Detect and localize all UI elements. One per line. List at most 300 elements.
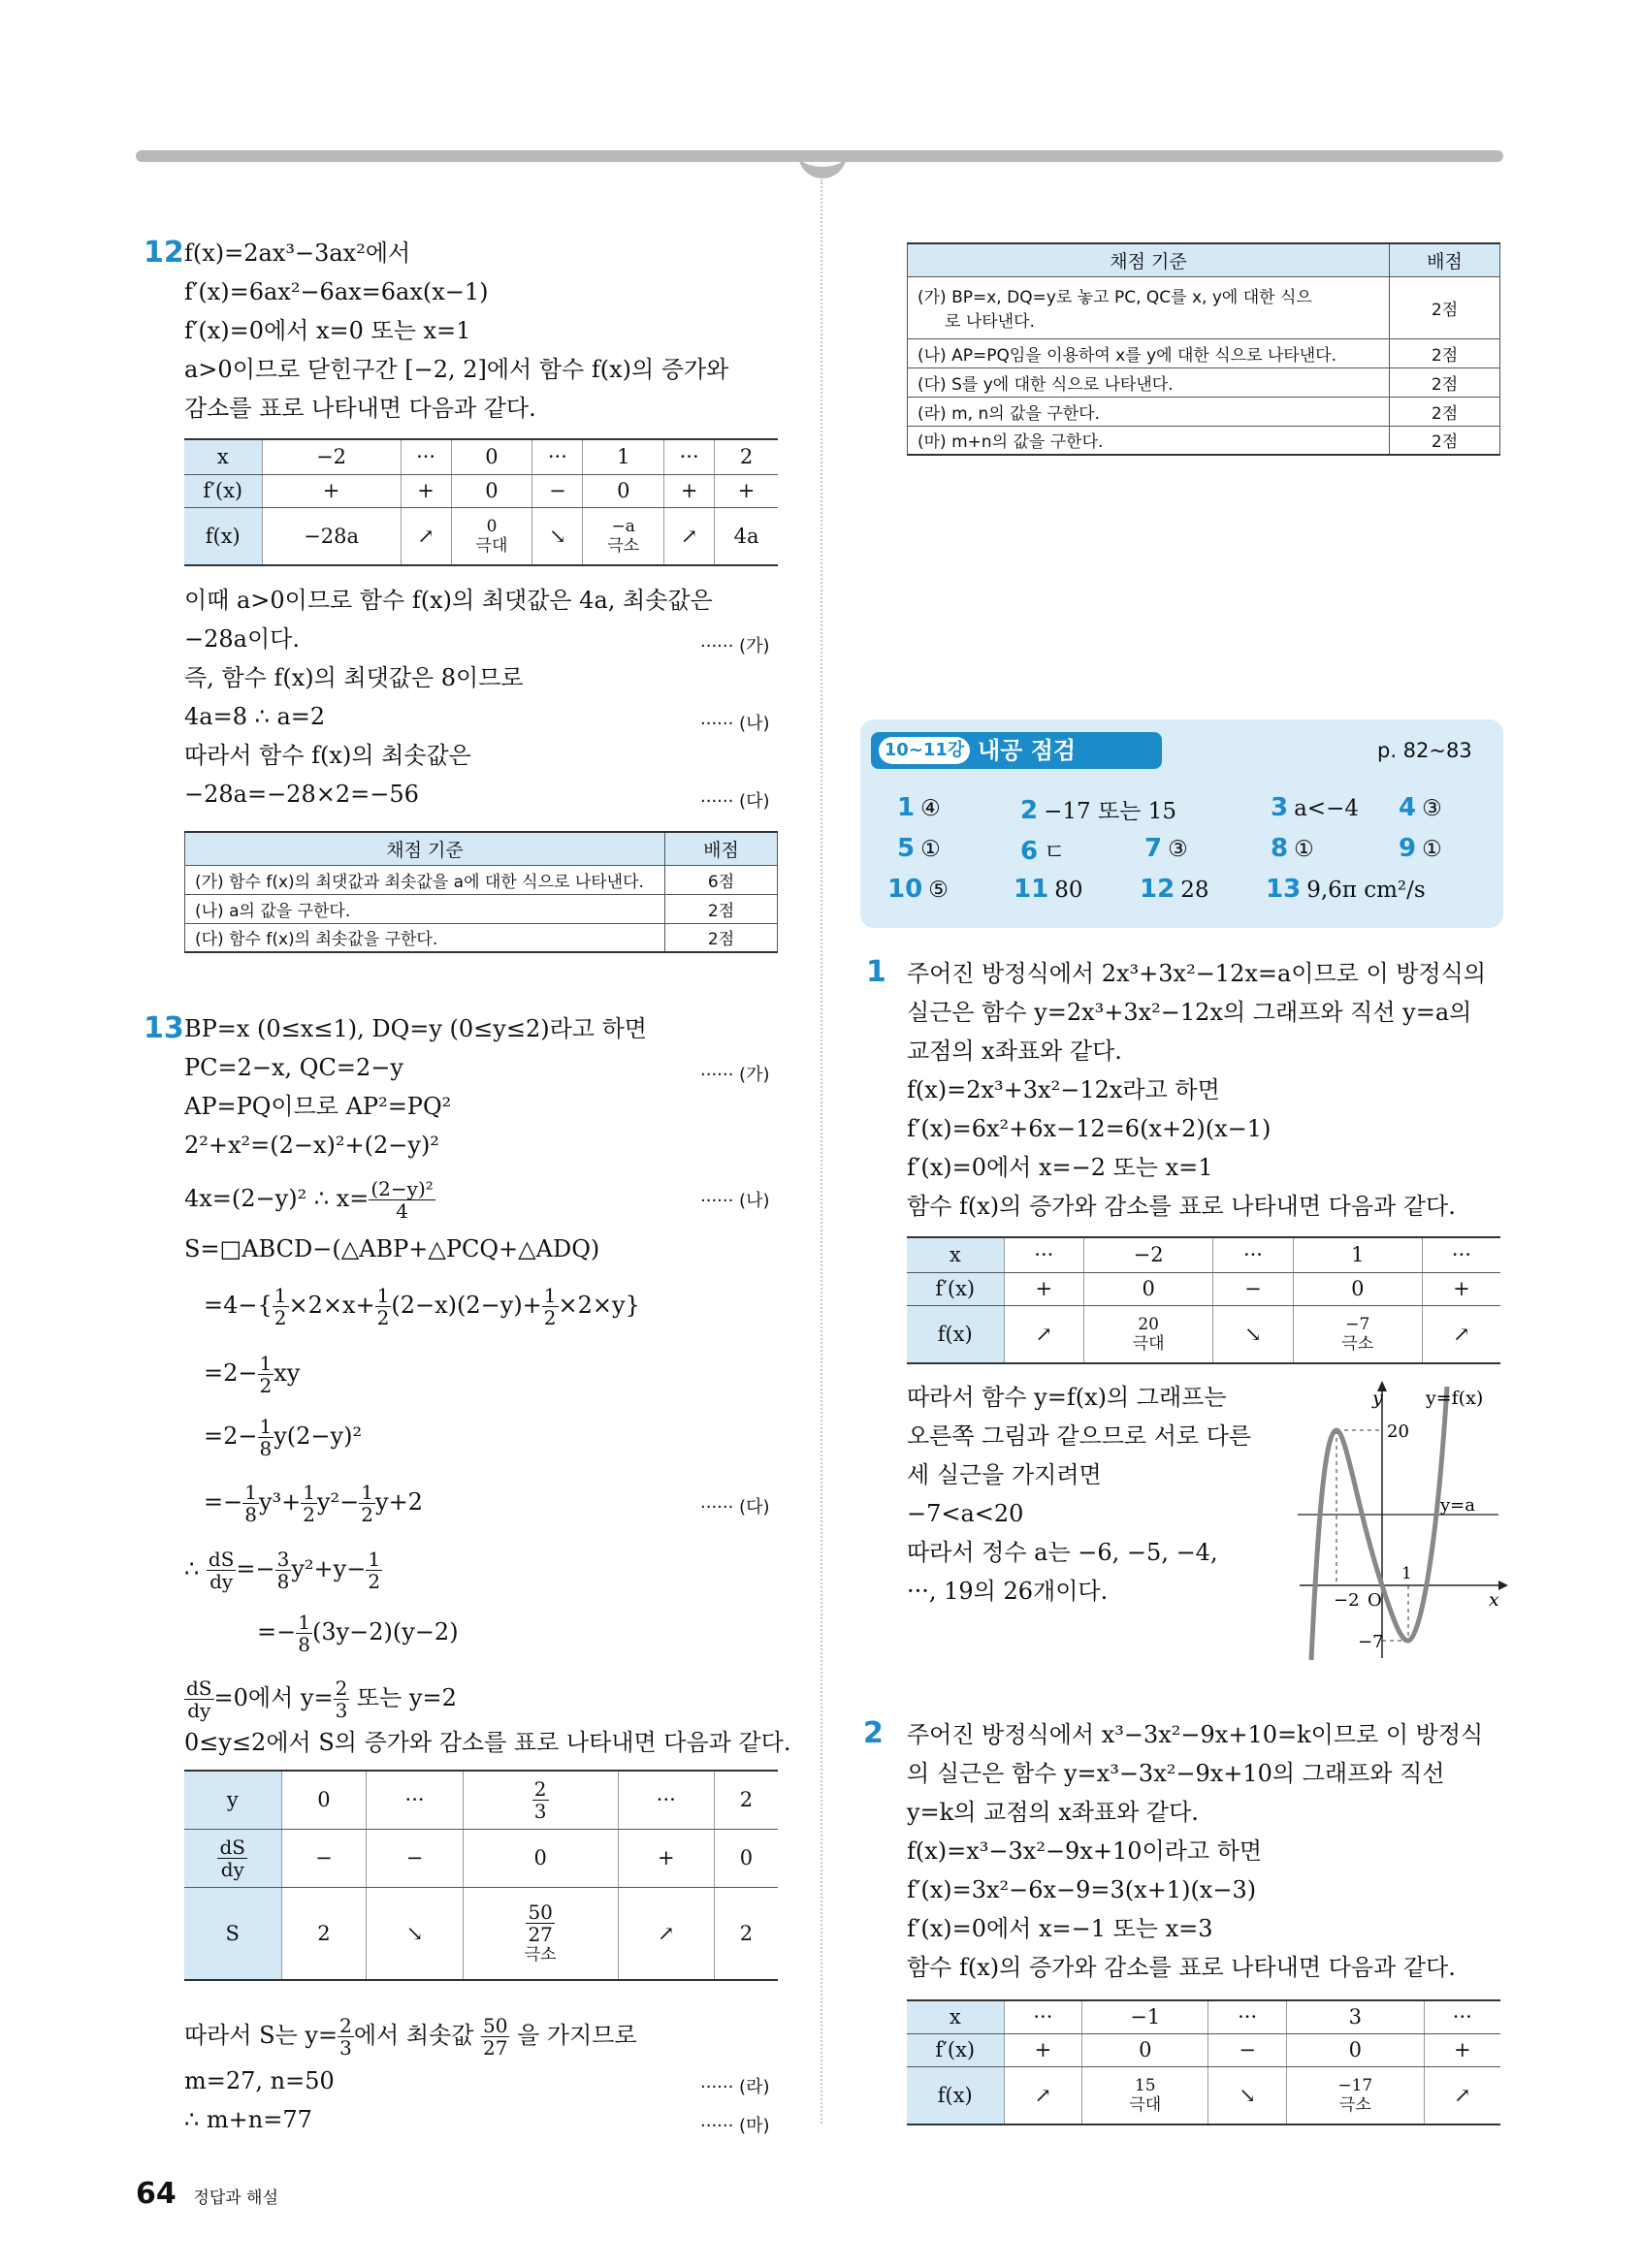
cell: ↘ [1213,1305,1294,1363]
answer-value: −17 또는 15 [1044,799,1176,824]
text: =4−{ [204,1292,273,1319]
den: 2 [303,1503,315,1526]
num: 1 [274,1284,287,1307]
den: 2 [543,1306,557,1329]
answer-item [887,875,949,904]
fraction [242,1482,259,1525]
q13-line [257,1612,459,1655]
num: 50 [483,2014,508,2037]
den: 4 [396,1199,408,1223]
tag-ga: ······ (가) [700,1065,770,1085]
den: 2 [361,1503,374,1526]
footer-label: 정답과 해설 [193,2188,278,2208]
p1-line: f′(x)=6x²+6x−12=6(x+2)(x−1) [907,1115,1272,1142]
fraction [207,1549,237,1592]
q13-after [184,2015,637,2059]
curve [1311,1387,1447,1660]
den: 27 [483,2036,508,2060]
answer-value: 80 [1054,878,1083,903]
answer-item [897,793,941,822]
answer-item [1271,793,1359,822]
cell: ↗ [1004,2066,1082,2124]
answer-value: ④ [920,796,941,821]
max-label: 극대 [475,535,508,556]
fraction [542,1285,559,1328]
text: y²+y− [291,1555,367,1582]
cell: + [1004,1272,1084,1305]
answer-number: 10 [887,875,923,904]
cell: + [1422,1272,1500,1305]
q12-line: f(x)=2ax³−3ax²에서 [184,240,411,267]
cell: −2 [1084,1237,1213,1272]
cell: 0 [714,1829,778,1887]
q12-number: 12 [144,236,184,270]
cell: −28a [262,507,401,565]
cell: 0 [1084,1272,1213,1305]
p2-number: 2 [863,1716,884,1750]
cell [583,507,664,565]
max-label: 20 [1387,1421,1409,1442]
fraction [338,2015,354,2059]
den: dy [187,1699,211,1722]
cell: ··· [1424,2000,1500,2033]
value: −17 [1337,2075,1373,2095]
cell: x [907,1237,1004,1272]
grading-header: 채점 기준 [908,243,1390,276]
num: 1 [543,1284,557,1307]
fraction [258,1416,274,1459]
value: 0 [486,516,498,536]
text: 4x=(2−y)² ∴ x= [184,1185,370,1212]
q13-grading-table [907,242,1500,456]
fraction [301,1482,317,1525]
num: 1 [361,1481,374,1504]
fraction [375,1285,392,1328]
text: ∴ [184,1555,207,1582]
value: −a [611,516,635,536]
fraction [217,1837,247,1880]
cell: ··· [367,1771,463,1829]
q13-number: 13 [144,1011,184,1045]
cell: ··· [1208,2000,1287,2033]
answer-number: 11 [1014,875,1049,904]
fraction [369,1178,435,1222]
answer-number: 3 [1271,793,1289,822]
answer-value: a<−4 [1294,796,1359,821]
cell: f(x) [907,2066,1004,2124]
q13-line [204,1482,423,1525]
q13-line [204,1416,362,1459]
answer-check-header: 내공 점검 [871,732,1162,769]
cell [1287,2066,1425,2124]
lesson-range-pill: 10~11강 [879,737,970,764]
text: 또는 y=2 [349,1684,457,1711]
num: 2 [335,1677,348,1700]
q13-line [204,1353,300,1396]
q12-after: 따라서 함수 f(x)의 최솟값은 [184,742,471,769]
line-label: y=a [1440,1495,1475,1516]
cell: 0 [583,474,664,507]
answer-item [1144,834,1188,863]
grading-header: 배점 [665,832,778,865]
answer-item [1271,834,1314,863]
q12-after: −28a=−28×2=−56 [184,781,419,808]
text: =− [204,1488,243,1516]
top-divider-notch [798,145,847,178]
cell [451,507,532,565]
q12-after: 4a=8 ∴ a=2 [184,703,326,730]
cell: − [281,1829,367,1887]
neg2-label: −2 [1334,1590,1360,1611]
num: dS [219,1835,245,1859]
p2-line: y=k의 교점의 x좌표와 같다. [907,1799,1199,1826]
den: 2 [376,1306,390,1329]
grading-score: 2점 [665,894,778,923]
cell: − [532,474,583,507]
text: xy [274,1359,301,1387]
num: (2−y)² [370,1177,434,1200]
text: 을 가지므로 [509,2022,637,2049]
cell: ··· [1213,1237,1294,1272]
cell: 2 [714,1771,778,1829]
cell: 3 [1287,2000,1425,2033]
grading-score: 2점 [1390,338,1500,367]
den: 8 [244,1503,257,1526]
den: 3 [533,1799,547,1823]
den: 2 [368,1570,381,1593]
num: 1 [376,1284,390,1307]
text: (가) BP=x, DQ=y로 놓고 PC, QC를 x, y에 대한 식으 [918,288,1312,307]
max-label: 극대 [1132,1333,1165,1354]
tag-ga: ······ (가) [700,636,770,656]
grading-criterion: (다) 함수 f(x)의 최솟값을 구한다. [185,923,665,952]
cell: + [618,1829,714,1887]
cell: ··· [1004,1237,1084,1272]
q13-line [184,1549,382,1592]
fraction [526,1901,554,1945]
y-label: y [1372,1388,1383,1409]
p1-after: 오른쪽 그림과 같으므로 서로 다른 [907,1422,1252,1450]
min-label: 극소 [1338,2094,1371,2115]
fraction [184,1677,214,1721]
q12-line: f′(x)=0에서 x=0 또는 x=1 [184,317,471,344]
value: 15 [1134,2075,1156,2095]
q12-grading-table [184,831,778,953]
text: ×2×x+ [288,1292,375,1319]
answer-number: 5 [897,834,916,863]
num: 1 [368,1548,381,1571]
den: dy [220,1857,244,1881]
fraction [334,1677,350,1721]
one-label: 1 [1401,1564,1412,1583]
answer-item [1014,875,1082,904]
tag-na: ······ (나) [700,1191,770,1211]
cell: + [262,474,401,507]
grading-criterion: (라) m, n의 값을 구한다. [908,397,1390,426]
q13-variation-table [184,1770,778,1981]
den: 3 [339,2036,352,2060]
answer-item [1266,875,1426,904]
cell [1084,1305,1213,1363]
p1-line: 함수 f(x)의 증가와 감소를 표로 나타내면 다음과 같다. [907,1193,1456,1220]
cell: x [907,2000,1004,2033]
min-label: −7 [1358,1632,1384,1652]
cell: f(x) [184,507,262,565]
grading-score: 2점 [1390,397,1500,426]
cell: f′(x) [907,1272,1004,1305]
q13-line [204,1285,640,1328]
cell: ↗ [401,507,451,565]
min-label: 극소 [1341,1333,1374,1354]
min-label: 극소 [524,1945,557,1965]
answer-number: 13 [1266,875,1302,904]
answer-number: 1 [897,793,916,822]
grading-score: 2점 [665,923,778,952]
q12-line: 감소를 표로 나타내면 다음과 같다. [184,395,536,422]
num: dS [208,1548,235,1571]
q13-line: BP=x (0≤x≤1), DQ=y (0≤y≤2)라고 하면 [184,1015,647,1042]
answer-number: 6 [1020,837,1039,866]
curve-label: y=f(x) [1426,1388,1484,1409]
grading-criterion: (가) 함수 f(x)의 최댓값과 최솟값을 a에 대한 식으로 나타낸다. [185,865,665,894]
num: 1 [303,1481,315,1504]
cell [463,1771,618,1829]
p1-after: 따라서 함수 y=f(x)의 그래프는 [907,1384,1227,1411]
fraction [275,1549,292,1592]
text: 에서 최솟값 [353,2022,482,2049]
cell [1082,2066,1208,2124]
p2-line: f′(x)=3x²−6x−9=3(x+1)(x−3) [907,1876,1257,1903]
cell: 0 [451,439,532,474]
den: dy [209,1570,234,1593]
answer-value: ① [1294,837,1314,862]
text: y(2−y)² [274,1422,363,1450]
grading-score: 6점 [665,865,778,894]
text: 로 나타낸다. [945,312,1035,332]
q13-line: S=□ABCD−(△ABP+△PCQ+△ADQ) [184,1235,600,1262]
cell: y [184,1771,281,1829]
p2-variation-table [907,1999,1500,2125]
answer-value: ③ [1168,837,1188,862]
den: 2 [274,1306,287,1329]
grading-score: 2점 [1390,276,1500,338]
cell: 0 [463,1829,618,1887]
cell: + [715,474,778,507]
num: dS [186,1677,212,1700]
x-axis-arrow [1498,1581,1508,1590]
cell: ↗ [1004,1305,1084,1363]
fraction [532,1778,549,1822]
cell: x [184,439,262,474]
page-range: p. 82~83 [1377,739,1472,762]
text: =− [236,1555,275,1582]
cell: 0 [451,474,532,507]
cell: ↘ [1208,2066,1287,2124]
q13-line: 2²+x²=(2−x)²+(2−y)² [184,1132,439,1159]
q12-line: a>0이므로 닫힌구간 [−2, 2]에서 함수 f(x)의 증가와 [184,356,729,383]
den: 8 [259,1437,273,1460]
text: =0에서 y= [213,1684,334,1711]
text: y³+ [258,1488,302,1516]
den: 8 [298,1633,310,1656]
cell [463,1887,618,1980]
den: 27 [528,1923,553,1947]
cell: ··· [1004,2000,1082,2033]
value: −7 [1345,1314,1370,1334]
answer-number: 8 [1271,834,1289,863]
grading-score: 2점 [1390,426,1500,455]
grading-header: 배점 [1390,243,1500,276]
answer-item [897,834,941,863]
p1-number: 1 [866,955,886,989]
den: 8 [276,1570,290,1593]
tag-ma: ······ (마) [700,2116,770,2136]
p1-line: 교점의 x좌표와 같다. [907,1038,1122,1065]
p1-line: 주어진 방정식에서 2x³+3x²−12x=a이므로 이 방정식의 [907,960,1487,987]
cell: + [664,474,715,507]
tag-da: ······ (다) [700,1497,770,1517]
text: =− [257,1618,297,1645]
cell: 4a [715,507,778,565]
den: 2 [259,1374,273,1397]
answer-item [1020,793,1176,825]
cell: 0 [281,1771,367,1829]
q13-after: ∴ m+n=77 [184,2106,312,2133]
p2-line: f(x)=x³−3x²−9x+10이라고 하면 [907,1837,1263,1865]
answer-number: 4 [1399,793,1417,822]
grading-criterion: (나) a의 값을 구한다. [185,894,665,923]
answer-item [1399,793,1442,822]
p1-line: 실근은 함수 y=2x³+3x²−12x의 그래프와 직선 y=a의 [907,999,1472,1026]
text: y+2 [375,1488,423,1516]
tag-na: ······ (나) [700,714,770,734]
cell: f(x) [907,1305,1004,1363]
num: 2 [533,1776,547,1801]
tag-da: ······ (다) [700,791,770,812]
q12-after: 이때 a>0이므로 함수 f(x)의 최댓값은 4a, 최솟값은 [184,587,713,614]
cell: 2 [281,1887,367,1980]
grading-criterion: (다) S를 y에 대한 식으로 나타낸다. [908,367,1390,397]
num: 1 [244,1481,257,1504]
answer-value: ③ [1422,796,1442,821]
cell: f′(x) [184,474,262,507]
cell: + [1424,2033,1500,2066]
answer-number: 7 [1144,834,1163,863]
cell: 1 [583,439,664,474]
text: =2− [204,1422,258,1450]
text: ×2×y} [558,1292,640,1319]
cell: ··· [664,439,715,474]
fraction [296,1612,312,1655]
value: 20 [1138,1314,1159,1334]
fraction [258,1353,274,1396]
fraction [366,1549,382,1592]
cell: + [1004,2033,1082,2066]
cell: − [367,1829,463,1887]
cell: ··· [618,1771,714,1829]
q13-after: m=27, n=50 [184,2067,335,2094]
cell: −2 [262,439,401,474]
p2-line: 주어진 방정식에서 x³−3x²−9x+10=k이므로 이 방정식 [907,1721,1484,1748]
num: 1 [259,1352,273,1375]
num: 2 [339,2014,352,2037]
x-label: x [1489,1589,1499,1611]
p1-line: f′(x)=0에서 x=−2 또는 x=1 [907,1154,1213,1181]
num: 3 [276,1548,290,1571]
min-label: 극소 [607,535,640,556]
q13-line [184,1677,457,1721]
answer-value: ① [1422,837,1442,862]
num: 1 [259,1415,273,1438]
cell [1293,1305,1422,1363]
answer-item [1020,834,1065,866]
cell: 1 [1293,1237,1422,1272]
q12-variation-table [184,438,778,566]
p2-line: 의 실근은 함수 y=x³−3x²−9x+10의 그래프와 직선 [907,1760,1445,1787]
fraction [273,1285,289,1328]
cell: − [1208,2033,1287,2066]
fraction [359,1482,375,1525]
cell: 2 [715,439,778,474]
q12-line: f′(x)=6ax²−6ax=6ax(x−1) [184,278,489,305]
answer-value: ㄷ [1044,840,1066,865]
den: 3 [335,1699,348,1722]
cell: ↗ [1424,2066,1500,2124]
cell: − [1213,1272,1294,1305]
p1-after: −7<a<20 [907,1500,1024,1527]
cell: −1 [1082,2000,1208,2033]
p2-line: f′(x)=0에서 x=−1 또는 x=3 [907,1915,1213,1942]
origin-label: O [1368,1590,1382,1611]
p1-variation-table [907,1236,1500,1364]
grading-criterion [908,276,1390,338]
p1-after: 따라서 정수 a는 −6, −5, −4, [907,1539,1218,1566]
cell: 0 [1082,2033,1208,2066]
num: 50 [528,1901,553,1925]
column-divider [821,179,822,2124]
q12-after: −28a이다. [184,625,300,653]
answer-value: ⑤ [928,878,949,903]
answer-item [1140,875,1208,904]
cell: ··· [401,439,451,474]
q13-line: PC=2−x, QC=2−y [184,1054,403,1081]
page-footer [136,2177,278,2211]
answer-number: 2 [1020,796,1039,825]
text: 따라서 S는 y= [184,2022,338,2049]
p1-line: f(x)=2x³+3x²−12x라고 하면 [907,1076,1220,1103]
max-label: 극대 [1129,2094,1162,2115]
cell: ↗ [1422,1305,1500,1363]
q13-line [184,1178,435,1222]
grading-criterion: (나) AP=PQ임을 이용하여 x를 y에 대한 식으로 나타낸다. [908,338,1390,367]
text: y²− [316,1488,360,1516]
cell: ··· [532,439,583,474]
answer-value: 9,6π cm²/s [1306,878,1426,903]
cell: 0 [1293,1272,1422,1305]
cell: S [184,1887,281,1980]
grading-header: 채점 기준 [185,832,665,865]
cell: ··· [1422,1237,1500,1272]
answer-value: 28 [1180,878,1209,903]
fraction [481,2015,509,2059]
cell: 0 [1287,2033,1425,2066]
cell: + [401,474,451,507]
cell: ↘ [367,1887,463,1980]
cell: ↗ [618,1887,714,1980]
text: =2− [204,1359,258,1387]
q12-after: 즉, 함수 f(x)의 최댓값은 8이므로 [184,664,524,691]
page-number: 64 [136,2177,177,2211]
